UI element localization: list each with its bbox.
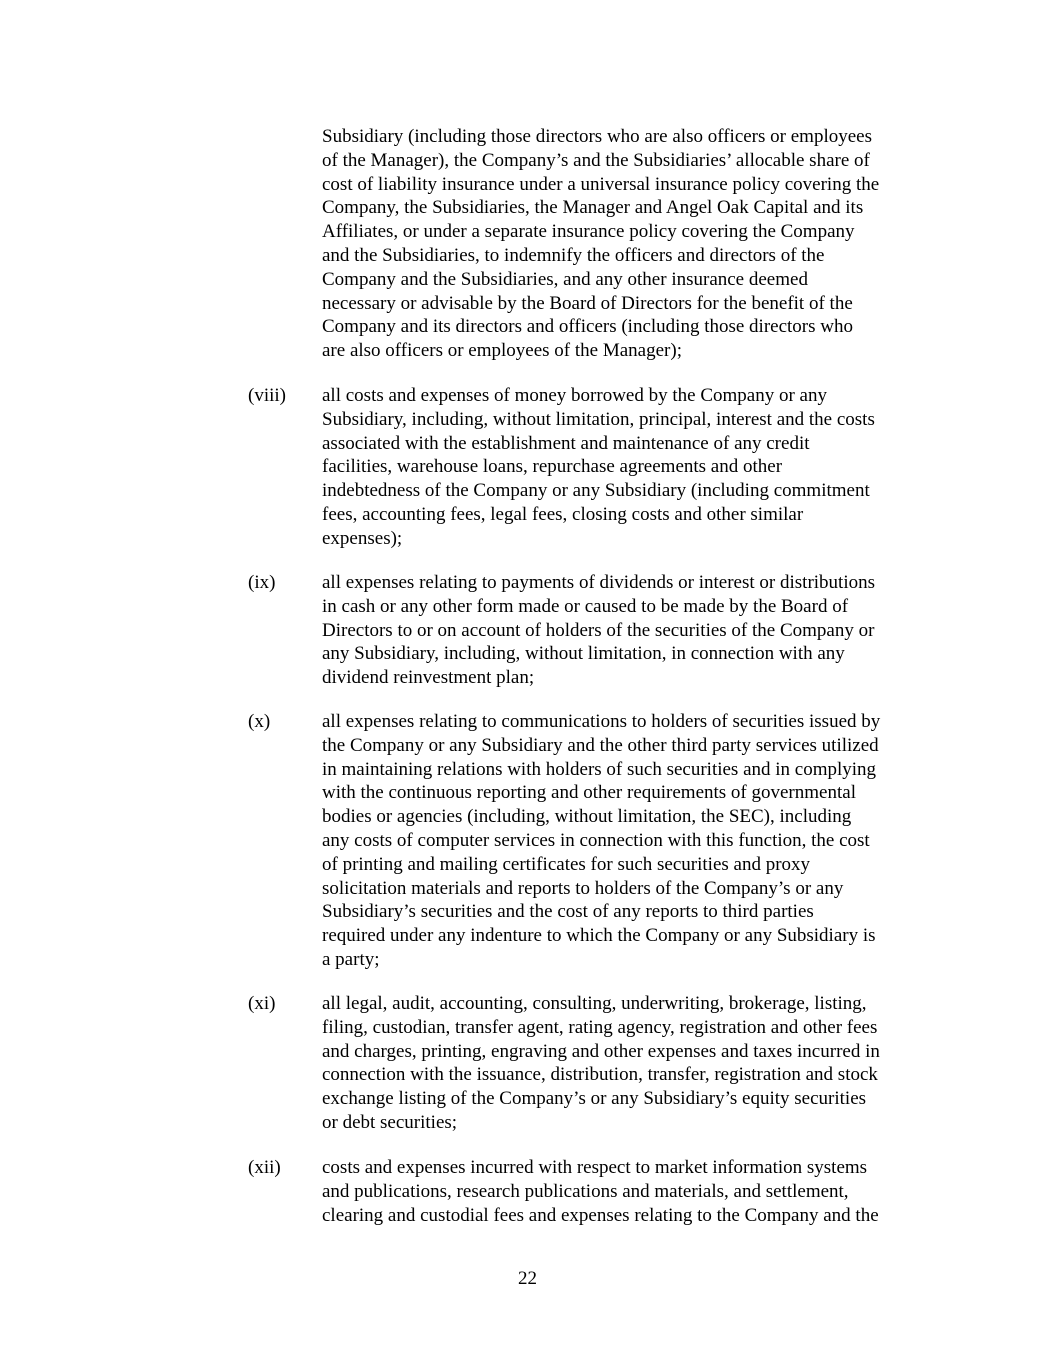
text-line: fees, accounting fees, legal fees, closing costs and other similar	[322, 503, 804, 525]
paragraph-body	[322, 125, 934, 363]
text-line: Company, the Subsidiaries, the Manager and Angel Oak Capital and its	[322, 197, 864, 219]
paragraph-body	[322, 384, 934, 551]
text-line: dividend reinvestment plan;	[322, 667, 535, 689]
text-line: associated with the establishment and maintenance of any credit	[322, 432, 810, 454]
text-line: Subsidiary’s securities and the cost of any reports to third parties	[322, 901, 814, 923]
text-line: Affiliates, or under a separate insurance policy covering the Company	[322, 221, 855, 243]
text-line: Company and the Subsidiaries, and any other insurance deemed	[322, 268, 808, 290]
text-line: Subsidiary (including those directors who are also officers or employees	[322, 126, 872, 147]
text-line: the Company or any Subsidiary and the other third party services utilized	[322, 734, 879, 756]
text-line: and the Subsidiaries, to indemnify the officers and directors of the	[322, 244, 825, 266]
item-number: (xii)	[248, 1157, 281, 1178]
paragraph-body	[322, 1156, 934, 1227]
text-line: facilities, warehouse loans, repurchase agreements and other	[322, 456, 783, 478]
item-number: (ix)	[248, 572, 276, 593]
text-line: connection with the issuance, distribution, transfer, registration and stock	[322, 1064, 878, 1086]
text-line: any costs of computer services in connection with this function, the cost	[322, 829, 870, 851]
text-line: all expenses relating to payments of dividends or interest or distributions	[322, 572, 876, 593]
list-item-ix	[248, 571, 938, 690]
list-item-viii	[248, 384, 938, 551]
text-line: required under any indenture to which the Company or any Subsidiary is	[322, 925, 876, 947]
text-line: with the continuous reporting and other requirements of governmental	[322, 782, 856, 804]
text-line: and charges, printing, engraving and other expenses and taxes incurred in	[322, 1040, 880, 1062]
text-line: bodies or agencies (including, without limitation, the SEC), including	[322, 806, 852, 828]
paragraph-body	[322, 710, 934, 972]
text-line: costs and expenses incurred with respect to market information systems	[322, 1157, 868, 1178]
text-line: all legal, audit, accounting, consulting, underwriting, brokerage, listing,	[322, 993, 867, 1014]
item-number: (xi)	[248, 993, 276, 1014]
text-line: indebtedness of the Company or any Subsidiary (including commitment	[322, 480, 870, 502]
text-line: clearing and custodial fees and expenses relating to the Company and the	[322, 1204, 879, 1226]
list-item-x	[248, 710, 938, 972]
text-line: any Subsidiary, including, without limitation, in connection with any	[322, 643, 845, 665]
text-line: in maintaining relations with holders of such securities and in complying	[322, 758, 877, 780]
text-line: solicitation materials and reports to holders of the Company’s or any	[322, 877, 844, 899]
text-line: in cash or any other form made or caused to be made by the Board of	[322, 595, 849, 617]
text-line: all costs and expenses of money borrowed by the Company or any	[322, 385, 827, 406]
text-line: Subsidiary, including, without limitation, principal, interest and the costs	[322, 408, 875, 430]
text-line: filing, custodian, transfer agent, rating agency, registration and other fees	[322, 1016, 878, 1038]
text-line: and publications, research publications and materials, and settlement,	[322, 1180, 849, 1202]
text-line: exchange listing of the Company’s or any Subsidiary’s equity securities	[322, 1088, 867, 1110]
list-item-xi	[248, 992, 938, 1135]
text-line: of the Manager), the Company’s and the Subsidiaries’ allocable share of	[322, 149, 870, 171]
text-line: expenses);	[322, 527, 403, 549]
page-number: 22	[518, 1268, 537, 1289]
text-line: necessary or advisable by the Board of Directors for the benefit of the	[322, 292, 853, 314]
text-line: Company and its directors and officers (including those directors who	[322, 316, 853, 338]
paragraph-body	[322, 992, 934, 1135]
list-item-xii	[248, 1156, 938, 1227]
item-number: (x)	[248, 711, 271, 732]
text-line: a party;	[322, 948, 380, 970]
paragraph-body	[322, 571, 934, 690]
text-line: cost of liability insurance under a universal insurance policy covering the	[322, 173, 880, 195]
paragraph-continuation	[248, 125, 938, 363]
text-line: Directors to or on account of holders of the securities of the Company or	[322, 619, 875, 641]
text-line: are also officers or employees of the Manager);	[322, 340, 682, 362]
text-line: of printing and mailing certificates for such securities and proxy	[322, 853, 811, 875]
item-number: (viii)	[248, 385, 286, 406]
text-line: or debt securities;	[322, 1111, 458, 1133]
text-line: all expenses relating to communications to holders of securities issued by	[322, 711, 881, 732]
